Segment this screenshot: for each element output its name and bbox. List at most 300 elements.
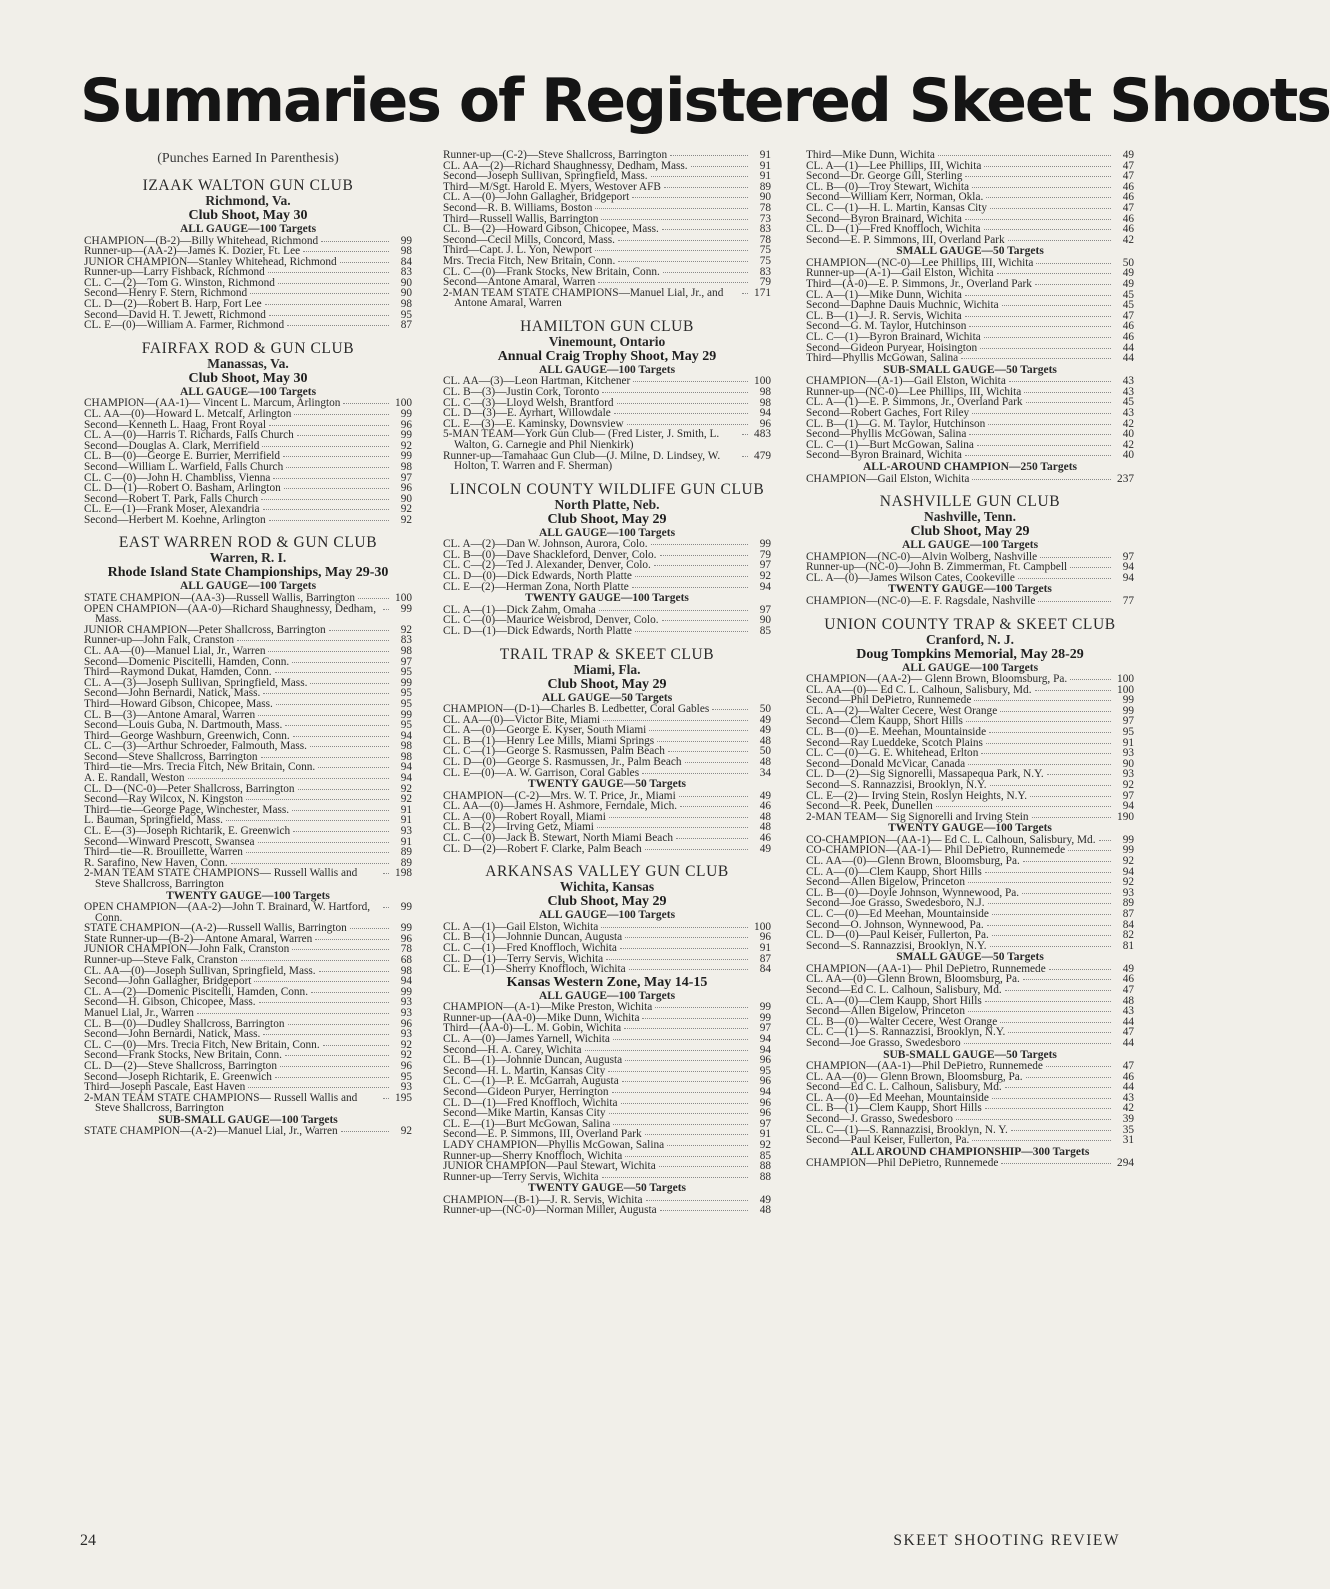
result-entry: CL. AA—(2)—Richard Shaughnessy, Dedham, Mass. xyxy=(443,159,688,172)
dot-leader xyxy=(691,166,748,167)
result-score: 82 xyxy=(1122,929,1134,942)
result-score: 68 xyxy=(400,954,412,967)
dot-leader xyxy=(269,425,389,426)
dot-leader xyxy=(670,155,748,156)
result-entry: CL. D—(1)—Dick Edwards, North Platte xyxy=(443,624,632,637)
result-entry: CL. A—(0)—George E. Kyser, South Miami xyxy=(443,724,647,737)
result-score: 50 xyxy=(759,703,771,715)
result-entry: Second—Phyllis McGowan, Salina xyxy=(806,428,967,441)
result-row xyxy=(806,812,1134,823)
result-score: 43 xyxy=(1122,407,1134,420)
result-entry: Third—Howard Gibson, Chicopee, Mass. xyxy=(84,697,273,710)
dot-leader xyxy=(1049,969,1111,970)
club-name: LINCOLN COUNTY WILDLIFE GUN CLUB xyxy=(449,480,765,498)
result-score: 44 xyxy=(1122,1015,1134,1028)
result-score: 43 xyxy=(1122,385,1134,398)
result-score: 91 xyxy=(400,803,412,816)
result-score: 98 xyxy=(759,396,771,409)
result-entry: CL. B—(1)—G. M. Taylor, Hutchinson xyxy=(806,417,986,430)
result-score: 92 xyxy=(400,793,412,806)
result-score: 84 xyxy=(400,255,412,268)
dot-leader xyxy=(662,229,748,230)
dot-leader xyxy=(992,914,1111,915)
result-entry: Second—Kenneth L. Haag, Front Royal xyxy=(84,418,266,431)
result-entry: Second—H. Gibson, Chicopee, Mass. xyxy=(84,996,256,1009)
dot-leader xyxy=(965,455,1111,456)
result-row xyxy=(806,1038,1134,1049)
result-score: 89 xyxy=(759,180,771,193)
result-score: 99 xyxy=(1122,694,1134,707)
result-row xyxy=(806,332,1134,343)
dot-leader xyxy=(986,197,1111,198)
dot-leader xyxy=(965,316,1111,317)
dot-leader xyxy=(280,1066,389,1067)
result-entry: Runner-up—Steve Falk, Cranston xyxy=(84,954,238,967)
result-entry: Second—Robert Gaches, Fort Riley xyxy=(806,407,970,420)
result-score: 35 xyxy=(1122,1123,1134,1136)
result-entry: CL. C—(1)—S. Rannazzisi, Brooklyn, N. Y. xyxy=(806,1123,1008,1136)
dot-leader xyxy=(664,187,748,188)
result-entry: Second—S. Rannazzisi, Brooklyn, N.Y. xyxy=(806,778,987,791)
gauge-heading: ALL-AROUND CHAMPION—250 Targets xyxy=(862,461,1078,474)
results-column-2 xyxy=(443,150,771,1465)
dot-leader xyxy=(261,499,389,500)
dot-leader xyxy=(602,392,748,393)
result-entry: CL. C—(0)—G. E. Whitehead, Erlton xyxy=(806,747,979,760)
dot-leader xyxy=(273,478,389,479)
result-entry: CL. B—(0)—George E. Burrier, Merrifield xyxy=(84,450,281,463)
result-row xyxy=(443,387,771,398)
result-entry: Second—Allen Bigelow, Princeton xyxy=(806,1005,965,1018)
result-entry: CL. D—(2)—Robert F. Clarke, Palm Beach xyxy=(443,842,642,855)
result-score: 49 xyxy=(1122,278,1134,291)
dot-leader xyxy=(1047,774,1111,775)
result-score: 44 xyxy=(1122,1081,1134,1094)
result-score: 46 xyxy=(1122,223,1134,236)
event-title: Club Shoot, May 29 xyxy=(547,511,667,527)
result-score: 47 xyxy=(1122,201,1134,214)
result-entry: Second—Domenic Piscitelli, Hamden, Conn. xyxy=(84,655,290,668)
result-score: 79 xyxy=(759,276,771,289)
dot-leader xyxy=(961,358,1111,359)
dot-leader xyxy=(601,927,748,928)
result-entry: Second—H. A. Carey, Wichita xyxy=(443,1043,582,1056)
result-score: 49 xyxy=(759,789,771,802)
result-score: 99 xyxy=(759,1011,771,1024)
result-score: 48 xyxy=(759,734,771,747)
result-entry: CL. AA—(0)— Glenn Brown, Bloomsburg, Pa. xyxy=(806,1070,1023,1083)
result-score: 93 xyxy=(400,996,412,1009)
result-score: 49 xyxy=(1122,962,1134,975)
dot-leader xyxy=(1035,690,1111,691)
dot-leader xyxy=(292,662,389,663)
result-score: 90 xyxy=(759,614,771,627)
result-score: 97 xyxy=(1122,550,1134,563)
result-entry: CL. AA—(0)— Ed C. L. Calhoun, Salisbury, Md. xyxy=(806,683,1032,696)
result-score: 48 xyxy=(759,810,771,823)
dot-leader xyxy=(990,785,1111,786)
result-entry: Second—R. B. Williams, Boston xyxy=(443,201,593,214)
dot-leader xyxy=(350,928,389,929)
result-score: 49 xyxy=(1122,267,1134,280)
dot-leader xyxy=(248,1087,389,1088)
result-row xyxy=(806,941,1134,952)
result-entry: CL. E—(1)—Burt McGowan, Salina xyxy=(443,1117,611,1130)
result-score: 46 xyxy=(1122,320,1134,333)
result-score: 98 xyxy=(400,460,412,473)
result-score: 42 xyxy=(1122,417,1134,430)
result-entry: Second—Ray Lueddeke, Scotch Plains xyxy=(806,736,983,749)
result-row xyxy=(443,704,771,715)
result-score: 99 xyxy=(400,901,412,914)
result-score: 48 xyxy=(759,821,771,834)
result-entry: CHAMPION—(A-1)—Gail Elston, Wichita xyxy=(806,375,1006,388)
result-score: 93 xyxy=(1122,886,1134,899)
club-name: UNION COUNTY TRAP & SKEET CLUB xyxy=(824,615,1116,633)
results-column-1 xyxy=(84,150,412,1465)
dot-leader xyxy=(292,949,389,950)
dot-leader xyxy=(1030,796,1111,797)
result-score: 47 xyxy=(1122,170,1134,183)
dot-leader xyxy=(613,1124,748,1125)
result-entry: OPEN CHAMPION—(AA-2)—John T. Brainard, W. Hartford, Conn. xyxy=(84,901,371,924)
result-entry: Third—tie—R. Brouillette, Warren xyxy=(84,846,243,859)
dot-leader xyxy=(632,587,748,588)
dot-leader xyxy=(987,925,1111,926)
result-entry: 5-MAN TEAM—York Gun Club— (Fred Lister, J. Smith, L. Walton, G. Carnegie and Phil Nienkirk) xyxy=(443,428,720,451)
result-entry: CL. D—(2)—Robert B. Harp, Fort Lee xyxy=(84,298,262,311)
result-entry: CHAMPION—(AA-2)— Glenn Brown, Bloomsburg, Pa. xyxy=(806,673,1068,685)
result-entry: CL. D—(2)—Steve Shallcross, Barrington xyxy=(84,1060,277,1072)
dot-leader xyxy=(1008,240,1111,241)
result-entry: Second—Joseph Richtarik, E. Greenwich xyxy=(84,1070,272,1083)
result-entry: CL. C—(1)—Burt McGowan, Salina xyxy=(806,438,974,451)
dot-leader xyxy=(1023,861,1111,862)
club-location: Warren, R. I. xyxy=(209,550,287,566)
result-entry: CL. D—(1)—Fred Knoffloch, Wichita xyxy=(806,223,981,236)
result-entry: Second—Joe Grasso, Swedesboro xyxy=(806,1037,961,1049)
result-entry: CL. AA—(0)—Glenn Brown, Bloomsburg, Pa. xyxy=(806,855,1020,867)
dot-leader xyxy=(984,337,1111,338)
result-score: 96 xyxy=(400,482,412,495)
dot-leader xyxy=(1035,284,1111,285)
result-entry: CL. AA—(0)—Manuel Lial, Jr., Warren xyxy=(84,644,266,657)
result-score: 96 xyxy=(400,418,412,431)
dot-leader xyxy=(268,272,389,273)
result-entry: Second—O. Johnson, Wynnewood, Pa. xyxy=(806,918,984,931)
result-entry: CL. A—(2)—Dan W. Johnson, Aurora, Colo. xyxy=(443,538,648,551)
dot-leader xyxy=(608,1071,748,1072)
event-title: Club Shoot, May 29 xyxy=(547,894,667,910)
result-row xyxy=(806,203,1134,214)
dot-leader xyxy=(633,381,748,382)
result-entry: CL. A—(3)—Joseph Sullivan, Springfield, Mass. xyxy=(84,676,308,689)
dot-leader xyxy=(269,315,389,316)
result-score: 40 xyxy=(1122,449,1134,462)
dot-leader xyxy=(613,1039,748,1040)
result-score: 95 xyxy=(400,697,412,710)
dot-leader xyxy=(988,903,1111,904)
result-score: 100 xyxy=(395,397,412,410)
dot-leader xyxy=(645,1134,748,1135)
result-score: 99 xyxy=(400,922,412,935)
dot-leader xyxy=(283,456,389,457)
dot-leader xyxy=(383,873,389,874)
result-entry: Second—David H. T. Jewett, Richmond xyxy=(84,308,266,321)
result-score: 99 xyxy=(400,602,412,615)
result-score: 90 xyxy=(400,492,412,505)
result-score: 46 xyxy=(1122,1070,1134,1083)
dot-leader xyxy=(668,751,748,752)
dot-leader xyxy=(985,872,1111,873)
result-entry: CL. E—(1)—Sherry Knoffloch, Wichita xyxy=(443,963,626,976)
result-entry: CL. C—(3)—Arthur Schroeder, Falmouth, Mass. xyxy=(84,740,307,753)
result-score: 83 xyxy=(759,265,771,278)
dot-leader xyxy=(275,672,389,673)
result-entry: Third—tie—George Page, Winchester, Mass. xyxy=(84,803,290,816)
result-entry: Runner-up—Sherry Knoffloch, Wichita xyxy=(443,1149,623,1162)
result-score: 88 xyxy=(759,1160,771,1173)
dot-leader xyxy=(1008,1032,1111,1033)
result-entry: Second—Douglas A. Clark, Merrifield xyxy=(84,439,260,452)
page-title: Summaries of Registered Skeet Shoots xyxy=(80,66,1330,136)
result-entry: STATE CHAMPION—(AA-3)—Russell Wallis, Barrington xyxy=(84,591,355,604)
dot-leader xyxy=(1018,578,1111,579)
result-score: 78 xyxy=(759,233,771,246)
dot-leader xyxy=(254,981,389,982)
gauge-heading: ALL GAUGE—50 Targets xyxy=(541,691,673,704)
result-score: 91 xyxy=(400,835,412,848)
result-entry: CL. AA—(0)—Glenn Brown, Bloomsburg, Pa. xyxy=(806,973,1020,986)
result-entry: Second—Joe Grasso, Swedesboro, N.J. xyxy=(806,897,985,910)
dot-leader xyxy=(250,293,389,294)
dot-leader xyxy=(609,1113,748,1114)
result-entry: CL. AA—(0)—Howard L. Metcalf, Arlington xyxy=(84,407,292,420)
result-entry: Second—S. Rannazzisi, Brooklyn, N.Y. xyxy=(806,939,987,952)
dot-leader xyxy=(984,166,1111,167)
result-entry: CL. A—(2)—Walter Cecere, West Orange xyxy=(806,704,998,717)
result-entry: R. Sarafino, New Haven, Conn. xyxy=(84,856,228,869)
dot-leader xyxy=(329,630,389,631)
result-row xyxy=(84,1126,412,1137)
dot-leader xyxy=(258,715,389,716)
dot-leader xyxy=(237,640,389,641)
dot-leader xyxy=(627,424,748,425)
dot-leader xyxy=(625,1156,748,1157)
dot-leader xyxy=(231,863,389,864)
dot-leader xyxy=(968,1011,1111,1012)
event-title: Kansas Western Zone, May 14-15 xyxy=(506,974,708,990)
result-score: 92 xyxy=(400,513,412,526)
result-entry: CHAMPION—Gail Elston, Wichita xyxy=(806,472,970,485)
result-entry: Second—Daphne Dauis Muchnic, Wichita xyxy=(806,299,999,312)
dot-leader xyxy=(985,1001,1111,1002)
dot-leader xyxy=(936,806,1111,807)
result-score: 83 xyxy=(400,266,412,279)
result-entry: CHAMPION—(NC-0)—Alvin Wolberg, Nashville xyxy=(806,550,1038,563)
result-score: 93 xyxy=(1122,747,1134,760)
dot-leader xyxy=(585,1050,748,1051)
result-entry: CL. E—(3)—E. Kaminsky, Downsview xyxy=(443,417,624,430)
result-score: 98 xyxy=(759,386,771,398)
result-score: 95 xyxy=(400,666,412,679)
club-name: IZAAK WALTON GUN CLUB xyxy=(142,177,354,194)
dot-leader xyxy=(595,250,748,251)
gauge-heading: ALL GAUGE—100 Targets xyxy=(538,526,676,539)
result-row xyxy=(84,593,412,604)
result-score: 46 xyxy=(1122,973,1134,986)
result-score: 95 xyxy=(400,719,412,732)
result-row xyxy=(806,596,1134,607)
result-row xyxy=(806,450,1134,461)
dot-leader xyxy=(992,1098,1111,1099)
result-entry: Second—Paul Keiser, Fullerton, Pa. xyxy=(806,1134,970,1147)
result-score: 95 xyxy=(400,1070,412,1083)
result-entry: CL. C—(0)—Jack B. Stewart, North Miami Beach xyxy=(443,832,673,845)
result-score: 96 xyxy=(400,1060,412,1072)
result-entry: Third—tie—Mrs. Trecia Fitch, New Britain, Conn. xyxy=(84,761,316,774)
result-score: 98 xyxy=(400,964,412,977)
result-score: 79 xyxy=(759,548,771,561)
result-score: 95 xyxy=(400,308,412,321)
dot-leader xyxy=(263,1034,389,1035)
dot-leader xyxy=(989,732,1111,733)
result-score: 92 xyxy=(400,1049,412,1062)
result-score: 93 xyxy=(400,1028,412,1041)
result-entry: Third—Joseph Pascale, East Haven xyxy=(84,1081,246,1094)
dot-leader xyxy=(262,446,389,447)
result-entry: CL. D—(1)—Robert O. Basham, Arlington xyxy=(84,482,281,495)
result-entry: CL. C—(0)—Ed Meehan, Mountainside xyxy=(806,907,989,920)
dot-leader xyxy=(742,293,748,294)
result-entry: Second—Cecil Mills, Concord, Mass. xyxy=(443,233,615,246)
result-entry: CHAMPION—(AA-1)—Phil DePietro, Runnemede xyxy=(806,1060,1043,1073)
result-entry: Third—Capt. J. L. Yon, Newport xyxy=(443,244,593,257)
result-entry: CL. B—(1)—Clem Kaupp, Short Hills xyxy=(806,1102,982,1115)
result-entry: CL. A—(2)—Domenic Piscitelli, Hamden, Conn. xyxy=(84,985,309,998)
result-entry: CL. A—(0)—Clem Kaupp, Short Hills xyxy=(806,865,982,878)
result-score: 45 xyxy=(1122,299,1134,312)
dot-leader xyxy=(651,176,748,177)
dot-leader xyxy=(595,208,748,209)
gauge-heading: ALL GAUGE—100 Targets xyxy=(538,909,676,922)
result-score: 94 xyxy=(400,761,412,774)
dot-leader xyxy=(992,935,1111,936)
result-row xyxy=(84,902,412,923)
dot-leader xyxy=(972,413,1111,414)
dot-leader xyxy=(258,842,389,843)
result-score: 73 xyxy=(759,212,771,225)
result-entry: CL. B—(3)—Justin Cork, Toronto xyxy=(443,386,600,398)
result-score: 83 xyxy=(400,634,412,647)
club-location: Miami, Fla. xyxy=(573,661,641,677)
result-entry: 2-MAN TEAM STATE CHAMPIONS— Russell Wallis and Steve Shallcross, Barrington xyxy=(84,867,358,890)
result-entry: Second—Herbert M. Koehne, Arlington xyxy=(84,513,266,526)
result-score: 99 xyxy=(759,1001,771,1014)
result-score: 48 xyxy=(1122,994,1134,1007)
result-entry: CL. A—(0)—Ed Meehan, Mountainside xyxy=(806,1091,989,1104)
result-score: 83 xyxy=(759,223,771,236)
dot-leader xyxy=(659,1166,748,1167)
result-entry: CL. B—(0)—Doyle Johnson, Wynnewood, Pa. xyxy=(806,886,1020,899)
result-score: 94 xyxy=(1122,561,1134,574)
dot-leader xyxy=(965,176,1111,177)
result-score: 97 xyxy=(1122,789,1134,802)
dot-leader xyxy=(1022,893,1111,894)
result-score: 90 xyxy=(400,287,412,300)
result-entry: CL. E—(1)—Frank Moser, Alexandria xyxy=(84,503,260,516)
result-score: 75 xyxy=(759,244,771,257)
result-entry: State Runner-up—(B-2)—Antone Amaral, Warren xyxy=(84,932,313,945)
result-score: 96 xyxy=(400,932,412,945)
club-location: Richmond, Va. xyxy=(205,193,291,208)
result-score: 47 xyxy=(1122,984,1134,997)
result-score: 97 xyxy=(759,559,771,572)
result-entry: CL. AA—(0)—James H. Ashmore, Ferndale, Mich. xyxy=(443,800,678,813)
event-title: Club Shoot, May 30 xyxy=(188,370,308,386)
results-column-3 xyxy=(806,150,1134,1465)
result-score: 96 xyxy=(759,1107,771,1120)
result-entry: CL. C—(2)—Tom G. Winston, Richmond xyxy=(84,276,275,289)
result-entry: Second—John Gallagher, Bridgeport xyxy=(84,975,252,988)
dot-leader xyxy=(276,704,389,705)
dot-leader xyxy=(1000,1022,1111,1023)
dot-leader xyxy=(625,1060,748,1061)
result-row xyxy=(806,150,1134,161)
result-row xyxy=(84,699,412,710)
dot-leader xyxy=(1070,567,1111,568)
result-entry: CL. B—(0)—Dudley Shallcross, Barrington xyxy=(84,1017,285,1030)
result-entry: CL. B—(0)—Troy Stewart, Wichita xyxy=(806,180,970,193)
result-row xyxy=(806,1135,1134,1146)
result-score: 94 xyxy=(759,580,771,593)
result-score: 99 xyxy=(1122,833,1134,846)
result-row xyxy=(443,1172,771,1183)
result-score: 95 xyxy=(1122,725,1134,738)
result-entry: CL. A—(0)—James Wilson Cates, Cookeville xyxy=(806,571,1015,584)
result-score: 42 xyxy=(1122,1102,1134,1115)
result-entry: STATE CHAMPION—(A-2)—Manuel Lial, Jr., Warren xyxy=(84,1125,338,1138)
result-row xyxy=(806,353,1134,364)
result-entry: CL. AA—(0)—Victor Bite, Miami xyxy=(443,713,601,726)
result-score: 92 xyxy=(1122,855,1134,867)
result-score: 84 xyxy=(759,963,771,976)
result-score: 42 xyxy=(1122,233,1134,246)
event-title: Doug Tompkins Memorial, May 28-29 xyxy=(856,646,1084,662)
dot-leader xyxy=(657,741,748,742)
result-entry: Runner-up—(A-1)—Gail Elston, Wichita xyxy=(806,267,994,280)
dot-leader xyxy=(1026,402,1111,403)
dot-leader xyxy=(358,598,389,599)
dot-leader xyxy=(298,789,389,790)
dot-leader xyxy=(246,852,389,853)
dot-leader xyxy=(969,434,1111,435)
dot-leader xyxy=(642,1018,748,1019)
result-row xyxy=(806,573,1134,584)
result-row xyxy=(443,256,771,267)
dot-leader xyxy=(990,208,1111,209)
result-score: 31 xyxy=(1122,1134,1134,1147)
club-location: Cranford, N. J. xyxy=(925,631,1015,647)
dot-leader xyxy=(977,445,1111,446)
result-row xyxy=(84,1061,412,1072)
result-entry: Second—John Bernardi, Natick, Mass. xyxy=(84,687,261,700)
dot-leader xyxy=(620,948,748,949)
gauge-heading: SUB-SMALL GAUGE—50 Targets xyxy=(883,1048,1057,1061)
result-entry: Runner-up—(AA-0)—Mike Dunn, Wichita xyxy=(443,1011,640,1024)
result-entry: Runner-up—John Falk, Cranston xyxy=(84,634,235,647)
dot-leader xyxy=(988,424,1111,425)
